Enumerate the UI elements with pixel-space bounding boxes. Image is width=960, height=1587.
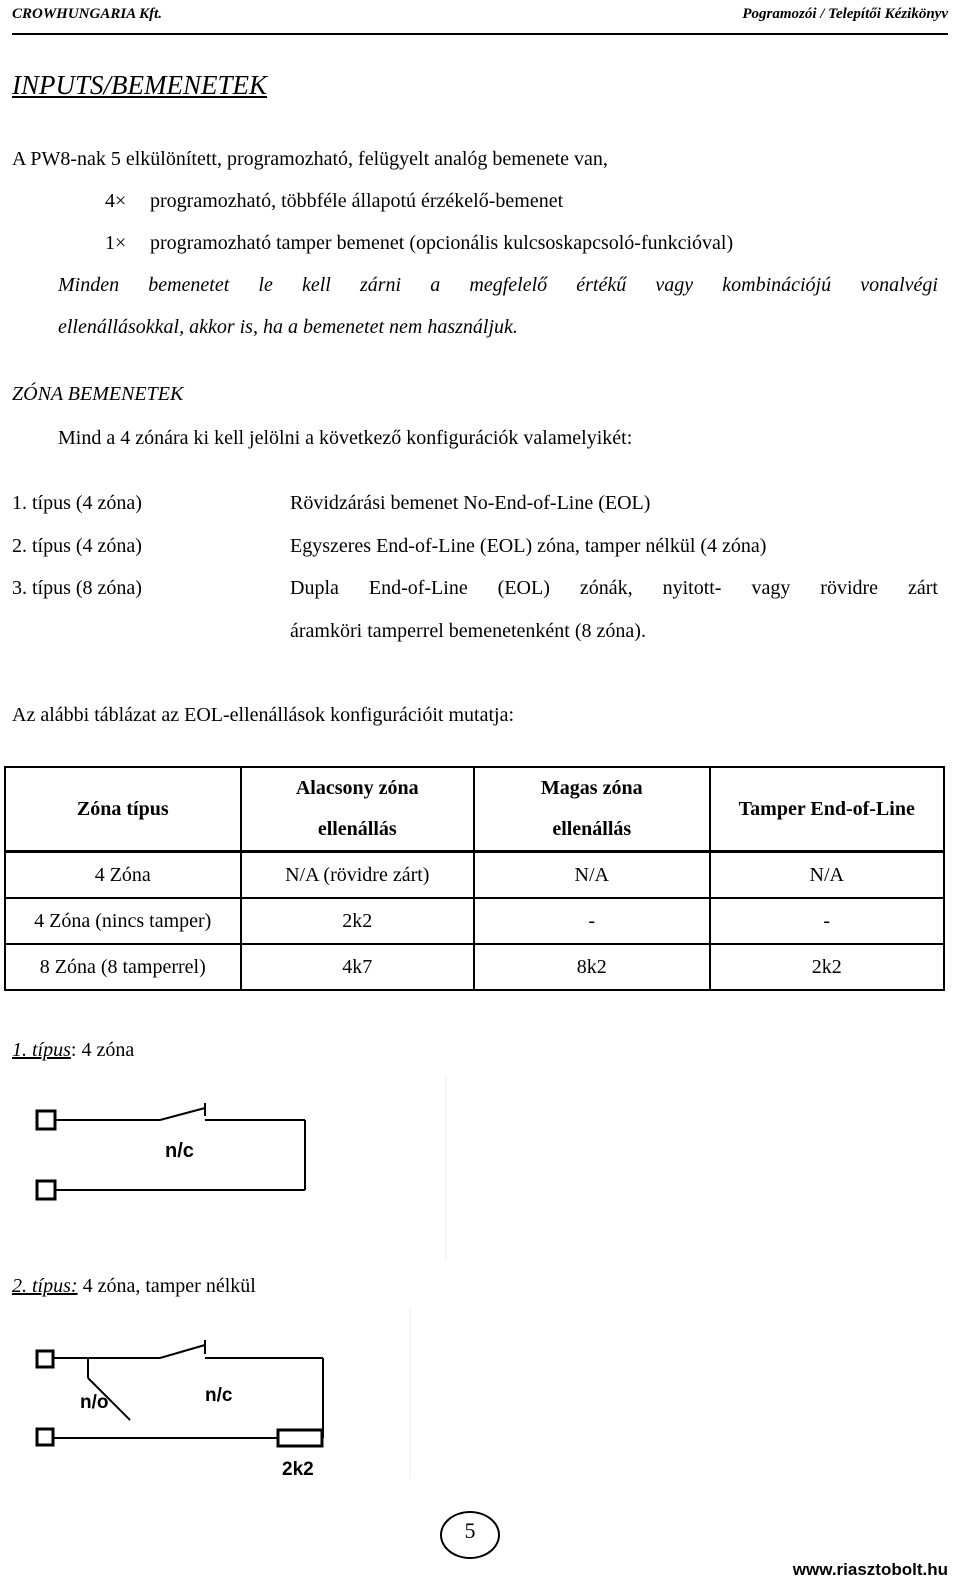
table-intro: Az alábbi táblázat az EOL-ellenállások konfigurációit mutatja: xyxy=(12,704,515,726)
table-row xyxy=(5,898,944,944)
table-cell: 4 Zóna xyxy=(5,852,241,899)
type-desc: Egyszeres End-of-Line (EOL) zóna, tamper nélkül (4 zóna) xyxy=(290,535,767,557)
header-cell: Alacsony zóna ellenállás xyxy=(241,767,475,852)
table-cell: N/A (rövidre zárt) xyxy=(241,852,475,899)
company-name: CROWHUNGARIA Kft. xyxy=(12,6,163,22)
table-cell: 4 Zóna (nincs tamper) xyxy=(5,898,241,944)
type-desc: Rövidzárási bemenet No-End-of-Line (EOL) xyxy=(290,492,651,514)
nc-switch-label: n/c xyxy=(205,1385,233,1406)
header-cell: Magas zóna ellenállás xyxy=(474,767,710,852)
type-desc: áramköri tamperrel bemenetenként (8 zóna). xyxy=(290,620,646,642)
switch-contact-icon xyxy=(160,1108,205,1120)
type-desc: Dupla End-of-Line (EOL) zónák, nyitott- vagy rövidre zárt xyxy=(290,577,938,599)
note-line: Minden bemenetet le kell zárni a megfelelő értékű vagy kombinációjú vonalvégi xyxy=(58,274,938,296)
table-cell: N/A xyxy=(474,852,710,899)
terminal-icon xyxy=(37,1351,53,1367)
nc-switch-contact-icon xyxy=(160,1345,205,1358)
eol-table xyxy=(4,766,945,991)
note-line: ellenállásokkal, akkor is, ha a bemenetet nem használjuk. xyxy=(58,316,518,338)
diagram2-label: 2. típus: 4 zóna, tamper nélkül xyxy=(12,1275,256,1297)
diagram1-circuit xyxy=(0,1075,460,1260)
terminal-icon xyxy=(37,1429,53,1445)
table-cell: - xyxy=(474,898,710,944)
header-cell: Zóna típus xyxy=(5,767,241,852)
resistor-icon xyxy=(278,1430,322,1446)
intro-line: A PW8-nak 5 elkülönített, programozható, felügyelt analóg bemenete van, xyxy=(12,148,608,170)
zone-section-title: ZÓNA BEMENETEK xyxy=(12,383,184,405)
header-divider xyxy=(12,33,948,35)
section-title: INPUTS/BEMENETEK xyxy=(12,70,267,100)
type-label: 1. típus (4 zóna) xyxy=(12,492,142,514)
terminal-icon xyxy=(37,1111,55,1129)
page-number: 5 xyxy=(464,1518,476,1543)
table-cell: 8k2 xyxy=(474,944,710,990)
resistor-label: 2k2 xyxy=(282,1459,314,1480)
no-switch-label: n/o xyxy=(80,1392,109,1413)
diagram1-label: 1. típus: 4 zóna xyxy=(12,1039,135,1061)
intro-item-count: 4× xyxy=(105,190,127,212)
switch-label: n/c xyxy=(165,1140,194,1162)
type-label: 2. típus (4 zóna) xyxy=(12,535,142,557)
circuit-wire xyxy=(53,1340,323,1438)
header-cell: Tamper End-of-Line xyxy=(710,767,944,852)
table-header-row xyxy=(5,767,944,852)
intro-item-text: programozható tamper bemenet (opcionális kulcsoskapcsoló-funkcióval) xyxy=(150,232,734,254)
table-cell: 2k2 xyxy=(241,898,475,944)
table-cell: 8 Zóna (8 tamperrel) xyxy=(5,944,241,990)
terminal-icon xyxy=(37,1181,55,1199)
table-cell: - xyxy=(710,898,944,944)
table-row xyxy=(5,944,944,990)
type-label: 3. típus (8 zóna) xyxy=(12,577,142,599)
zone-section-lead: Mind a 4 zónára ki kell jelölni a következő konfigurációk valamelyikét: xyxy=(58,427,633,449)
table-cell: N/A xyxy=(710,852,944,899)
diagram2-circuit xyxy=(0,1308,460,1488)
intro-item-count: 1× xyxy=(105,232,127,254)
intro-item-text: programozható, többféle állapotú érzékelő-bemenet xyxy=(150,190,564,212)
table-cell: 4k7 xyxy=(241,944,475,990)
table-row xyxy=(5,852,944,899)
table-cell: 2k2 xyxy=(710,944,944,990)
manual-title: Pogramozói / Telepítői Kézikönyv xyxy=(742,6,948,22)
footer-website: www.riasztobolt.hu xyxy=(792,1560,948,1579)
